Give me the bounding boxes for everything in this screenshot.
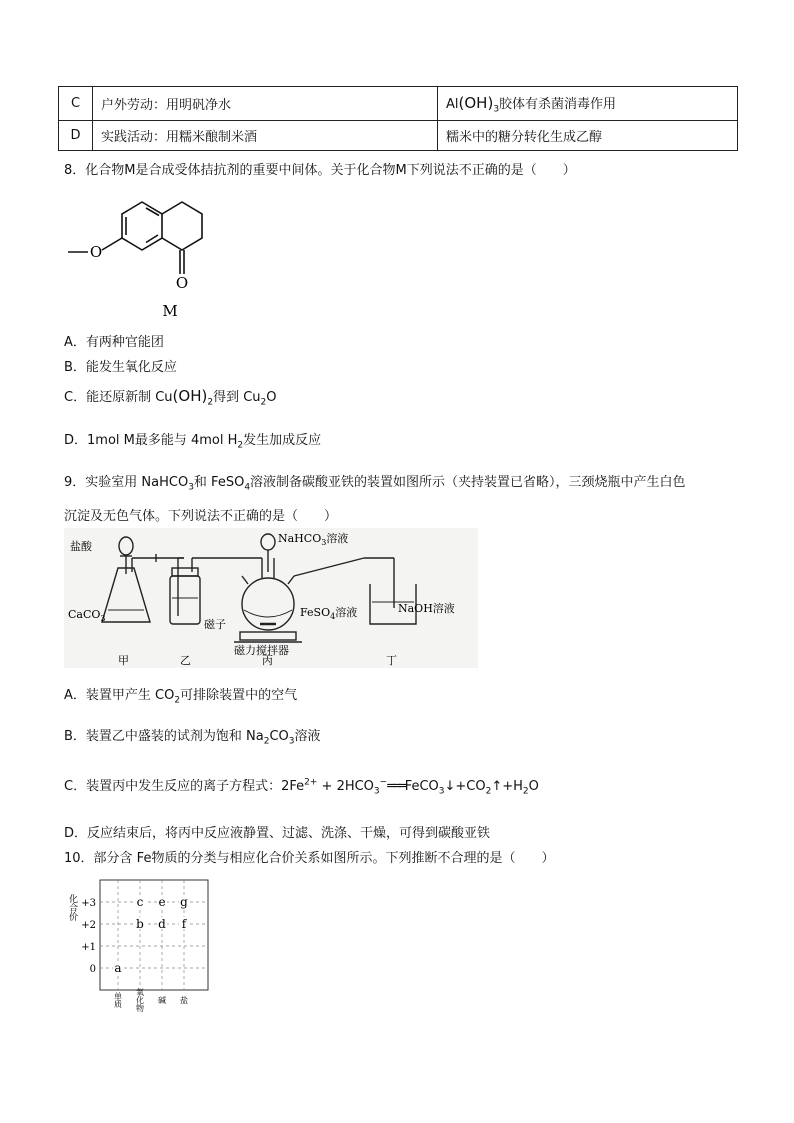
table-row [59,87,738,121]
label-jia: 甲 [118,654,129,667]
q10-stem: 10．部分含 Fe物质的分类与相应化合价关系如图所示。下列推断不合理的是（ ） [64,851,555,866]
y-tick-label: 0 [89,964,96,975]
x-tick-label: 单质 [113,992,123,1008]
y-tick-label: +3 [81,898,96,909]
row-principle: $Al(OH)_3$胶体有杀菌消毒作用 [438,87,738,121]
ether-oxygen-label: O [89,243,103,261]
compound-m-structure [62,184,242,324]
point-a: a [114,961,122,975]
label-feso4: FeSO$_4$溶液 [300,606,358,621]
q8-option-a: A．有两种官能团 [64,335,164,350]
q9-option-c: C．装置丙中发生反应的离子方程式：$2Fe^{2+}$ + $2HCO_3^-═══FeCO_3↓+CO_2↑+H_2O$ [64,777,539,797]
point-d: d [158,917,166,931]
row-activity: 户外劳动：用明矾净水 [93,87,438,121]
q8-option-d: D．1mol M最多能与 4mol $H_2$发生加成反应 [64,433,322,451]
y-tick-label: +1 [81,942,96,953]
y-axis-label: 化合价 [67,894,77,921]
x-tick-label: 盐 [179,996,189,1004]
q9-option-d: D．反应结束后，将丙中反应液静置、过滤、洗涤、干燥，可得到碳酸亚铁 [64,826,491,841]
apparatus-diagram [64,528,478,668]
table-row [59,121,738,151]
label-hcl: 盐酸 [70,540,92,553]
q8-option-b: B．能发生氧化反应 [64,360,177,375]
q9-option-b: B．装置乙中盛装的试剂为饱和 $Na_2CO_3$溶液 [64,729,321,747]
point-g: g [180,895,188,909]
label-bing: 丙 [262,654,273,667]
label-stirrer: 磁力搅拌器 [234,644,289,657]
q8-option-c: C．能还原新制 $Cu(OH)_2$得到 $Cu_2O$ [64,387,277,408]
compound-label: M [162,302,178,320]
row-key: C [59,87,93,121]
ketone-oxygen-label: O [175,274,189,292]
point-e: e [158,895,166,909]
label-ding: 丁 [386,654,397,667]
options-table [58,86,738,151]
row-key: D [59,121,93,151]
label-naoh: NaOH溶液 [398,602,455,615]
label-yi: 乙 [180,654,191,667]
q8-stem: 8．化合物M是合成受体拮抗剂的重要中间体。关于化合物M下列说法不正确的是（ ） [64,163,576,178]
label-caco3: CaCO$_3$ [68,608,106,623]
label-nahco3: NaHCO$_3$溶液 [278,532,349,547]
y-tick-label: +2 [81,920,96,931]
q9-option-a: A．装置甲产生 $CO_2$可排除装置中的空气 [64,688,298,706]
row-activity: 实践活动：用糯米酿制米酒 [93,121,438,151]
point-f: f [181,917,187,931]
label-stirbar: 磁子 [204,618,226,631]
valence-chart [64,874,214,1024]
x-tick-label: 氧化物 [135,988,145,1012]
x-tick-label: 碱 [157,996,167,1004]
row-principle: 糯米中的糖分转化生成乙醇 [438,121,738,151]
point-c: c [136,895,144,909]
q9-stem-line1: 9．实验室用 NaHCO$_3$和 FeSO$_4$溶液制备碳酸亚铁的装置如图所示（夹持装置已省略），三颈烧瓶中产生白色 [64,475,686,493]
point-b: b [136,917,144,931]
q9-stem-line2: 沉淀及无色气体。下列说法不正确的是（ ） [64,509,338,524]
